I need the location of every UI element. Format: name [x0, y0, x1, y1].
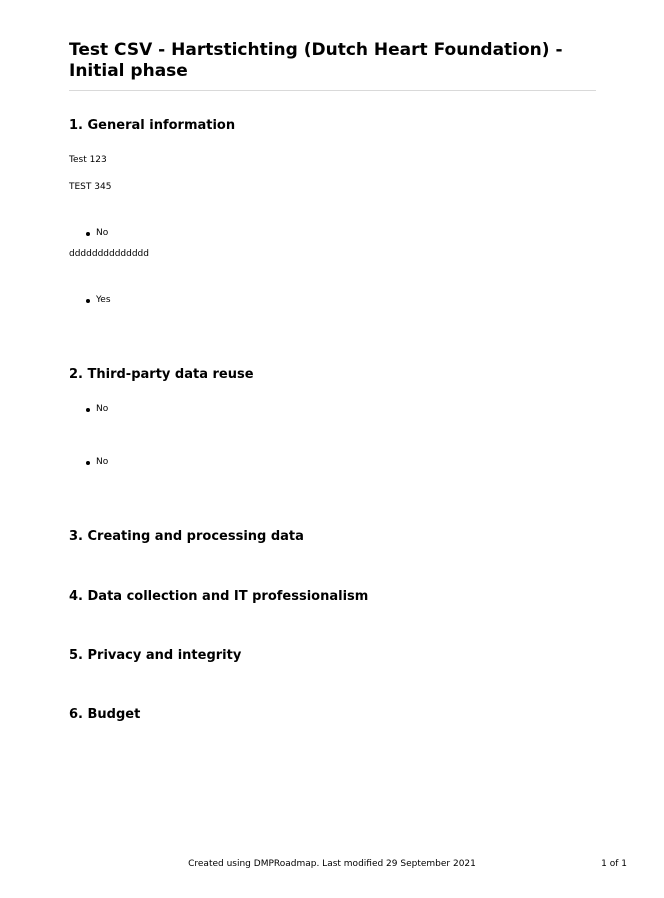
- list-item: [86, 295, 111, 306]
- page-number: 1 of 1: [601, 859, 627, 869]
- section-heading-privacy-and-integrity: 5. Privacy and integrity: [69, 648, 242, 663]
- bullet-icon: [86, 408, 90, 412]
- bullet-icon: [86, 299, 90, 303]
- section-heading-creating-and-processing-data: 3. Creating and processing data: [69, 529, 304, 544]
- list-item-label: Yes: [96, 295, 111, 305]
- list-item-label: No: [96, 457, 109, 467]
- list-item: [86, 404, 108, 415]
- section-heading-general-information: 1. General information: [69, 118, 236, 133]
- page-title: Test CSV - Hartstichting (Dutch Heart Foundation) - Initial phase: [69, 40, 563, 81]
- section-heading-data-collection: 4. Data collection and IT professionalism: [69, 589, 369, 604]
- section-heading-third-party-data-reuse: 2. Third-party data reuse: [69, 367, 254, 382]
- title-divider: [69, 90, 596, 91]
- answer-text: TEST 345: [69, 182, 112, 192]
- list-item: [86, 457, 108, 468]
- footer-text: Created using DMPRoadmap. Last modified 29 September 2021: [188, 859, 476, 869]
- list-item: [86, 228, 108, 239]
- list-item-label: No: [96, 404, 109, 414]
- section-heading-budget: 6. Budget: [69, 707, 141, 722]
- list-item-label: No: [96, 228, 109, 238]
- bullet-icon: [86, 461, 90, 465]
- bullet-icon: [86, 232, 90, 236]
- answer-text: dddddddddddddd: [69, 249, 149, 259]
- answer-text: Test 123: [69, 155, 107, 165]
